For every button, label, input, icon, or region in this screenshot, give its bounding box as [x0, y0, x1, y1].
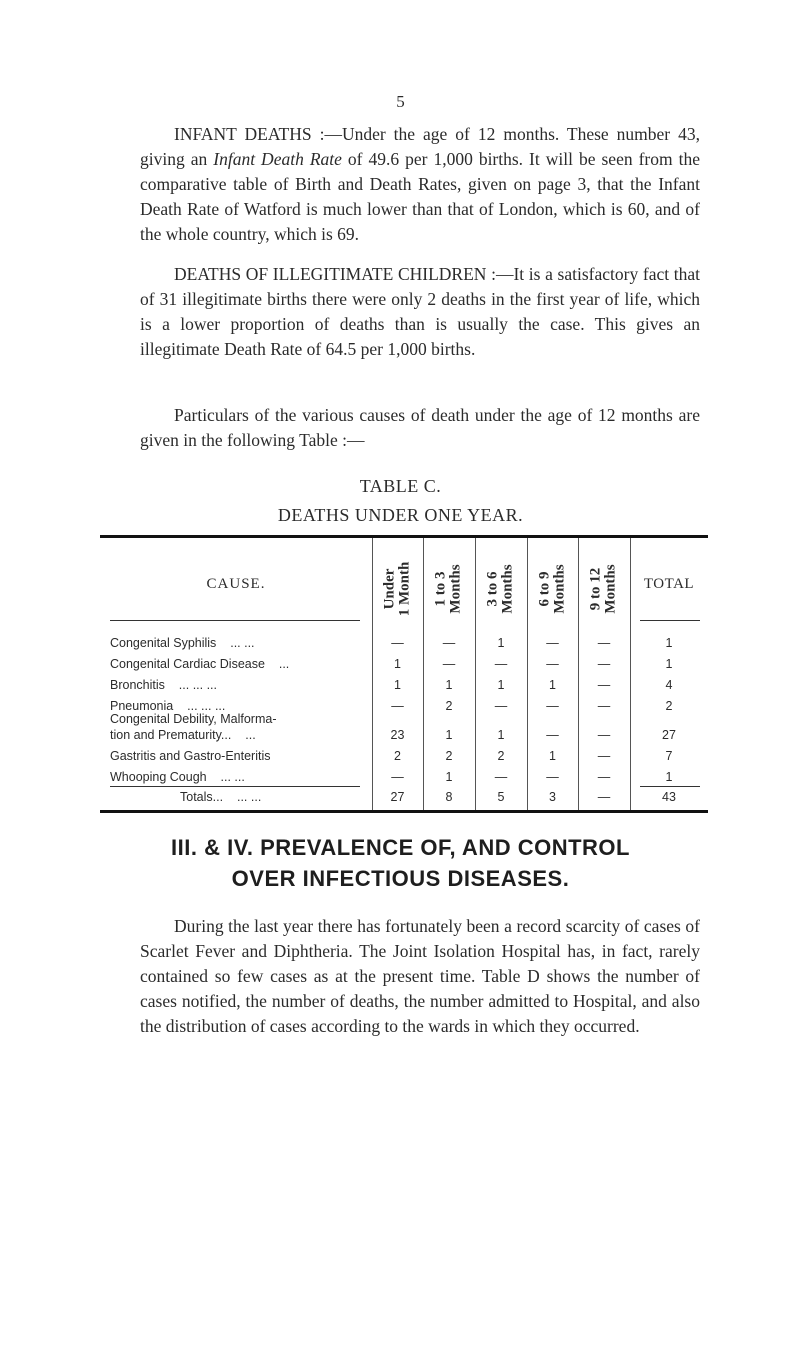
value-cell: 1: [445, 770, 453, 784]
header-6-to-9-months: 6 to 9 Months: [536, 564, 568, 614]
leader-dots: ... ...: [220, 770, 245, 784]
value-cell: —: [597, 790, 611, 804]
value-cell: —: [546, 657, 559, 671]
value-cell: —: [597, 636, 611, 650]
total-cell: 27: [662, 728, 676, 742]
value-cell: 2: [445, 749, 453, 763]
infant-death-rate-italic: Infant Death Rate: [213, 149, 342, 169]
value-cell: —: [391, 770, 404, 784]
value-cell: —: [546, 770, 559, 784]
particulars-text: Particulars of the various causes of death under the age of 12 months are given in the following Table :—: [140, 405, 700, 450]
cause-text: Pneumonia: [110, 699, 174, 713]
cause-cell: [110, 749, 284, 763]
value-cell: 1: [497, 728, 505, 742]
cause-cell: [110, 678, 217, 692]
table-label: TABLE C.: [359, 476, 442, 496]
deaths-table: [100, 535, 708, 813]
header-rule: [640, 620, 700, 621]
cause-text: Gastritis and Gastro-Enteritis: [110, 749, 271, 763]
header-under-1-month: Under 1 Month: [381, 561, 413, 617]
total-cell: 7: [665, 749, 673, 763]
value-cell: 8: [445, 790, 453, 804]
illegitimate-deaths-paragraph: [140, 262, 700, 362]
value-cell: 1: [549, 678, 556, 692]
value-cell: 1: [497, 636, 505, 650]
leader-dots: ...: [278, 657, 290, 671]
particulars-paragraph: [140, 403, 700, 453]
table-title: DEATHS UNDER ONE YEAR.: [277, 505, 524, 525]
value-cell: —: [442, 657, 456, 671]
infant-deaths-paragraph: [140, 122, 700, 247]
header-total: TOTAL: [643, 576, 695, 592]
value-cell: —: [442, 636, 456, 650]
value-cell: 2: [497, 749, 505, 763]
total-cell: 1: [665, 657, 673, 671]
cause-text: Whooping Cough: [110, 770, 207, 784]
cause-text: Bronchitis: [110, 678, 165, 692]
value-cell: —: [391, 699, 404, 713]
infectious-diseases-paragraph: [140, 914, 700, 1039]
value-cell: 1: [445, 728, 453, 742]
cause-cell-line1: Congenital Debility, Malforma-: [110, 712, 277, 726]
cause-cell: [110, 657, 289, 671]
cause-cell: [110, 636, 255, 650]
value-cell: —: [494, 770, 508, 784]
value-cell: 27: [390, 790, 405, 804]
cause-text: Congenital Cardiac Disease: [110, 657, 265, 671]
leader-dots: ... ...: [230, 636, 255, 650]
cause-text: Congenital Syphilis: [110, 636, 217, 650]
value-cell: —: [494, 657, 508, 671]
totals-rule: [640, 786, 700, 787]
header-9-to-12-months: 9 to 12 Months: [588, 564, 619, 614]
value-cell: 1: [549, 749, 556, 763]
cause-cell: [110, 770, 245, 784]
value-cell: —: [546, 636, 559, 650]
value-cell: —: [546, 728, 559, 742]
infant-deaths-text-2: of 49.6 per 1,000 births. It will be seen from the comparative table of Birth and Death Rates, given on page 3, that the Infant Death Rate of Watford is much lower than that of London, which is 60, and of the whole country, which is 69.: [140, 149, 700, 244]
cause-cell: [110, 699, 225, 713]
total-cell: 43: [662, 790, 676, 804]
infant-deaths-text-1: INFANT DEATHS :—Under the age of 12 months. These number 43, giving an: [140, 124, 700, 169]
leader-dots: ... ... ...: [178, 678, 217, 692]
value-cell: 23: [390, 728, 405, 742]
value-cell: —: [494, 699, 508, 713]
illegitimate-deaths-text: DEATHS OF ILLEGITIMATE CHILDREN :—It is a satisfactory fact that of 31 illegitimate births there were only 2 deaths in the first year of life, which is a lower proportion of deaths than is usually the case. This gives an illegitimate Death Rate of 64.5 per 1,000 births.: [140, 264, 700, 359]
header-rule: [110, 620, 360, 621]
value-cell: —: [597, 657, 611, 671]
cause-text: tion and Prematurity...: [110, 728, 232, 742]
total-cell: 4: [665, 678, 673, 692]
value-cell: —: [597, 749, 611, 763]
value-cell: 5: [497, 790, 505, 804]
total-cell: 1: [665, 770, 673, 784]
value-cell: —: [597, 728, 611, 742]
totals-label: [180, 790, 261, 804]
infectious-diseases-text: During the last year there has fortunately been a record scarcity of cases of Scarlet Fever and Diphtheria. The Joint Isolation Hospital has, in fact, rarely contained so few cases as at the present time. Table D shows the number of cases notified, the number of deaths, the number admitted to Hospital, and also the distribution of cases according to the wards in which they occurred.: [140, 916, 700, 1036]
value-cell: 3: [549, 790, 556, 804]
value-cell: —: [597, 678, 611, 692]
value-cell: —: [391, 636, 404, 650]
value-cell: —: [597, 770, 611, 784]
value-cell: 2: [445, 699, 453, 713]
totals-rule: [110, 786, 360, 787]
cause-text: Totals...: [180, 790, 224, 804]
total-cell: 2: [665, 699, 673, 713]
section-heading-line-1: III. & IV. PREVALENCE OF, AND CONTROL: [171, 835, 630, 860]
leader-dots: ...: [245, 728, 256, 742]
value-cell: 1: [394, 657, 401, 671]
header-1-to-3-months: 1 to 3 Months: [433, 564, 464, 614]
leader-dots: ... ...: [236, 790, 262, 804]
header-3-to-6-months: 3 to 6 Months: [485, 564, 516, 614]
value-cell: —: [597, 699, 611, 713]
total-cell: 1: [665, 636, 673, 650]
section-heading-line-2: OVER INFECTIOUS DISEASES.: [231, 866, 570, 891]
value-cell: 2: [394, 749, 401, 763]
page-number: 5: [396, 92, 405, 111]
value-cell: —: [546, 699, 559, 713]
value-cell: 1: [445, 678, 453, 692]
leader-dots: ... ... ...: [187, 699, 226, 713]
value-cell: 1: [394, 678, 401, 692]
value-cell: 1: [497, 678, 505, 692]
cause-cell: [110, 728, 256, 742]
header-cause: CAUSE.: [206, 576, 266, 592]
